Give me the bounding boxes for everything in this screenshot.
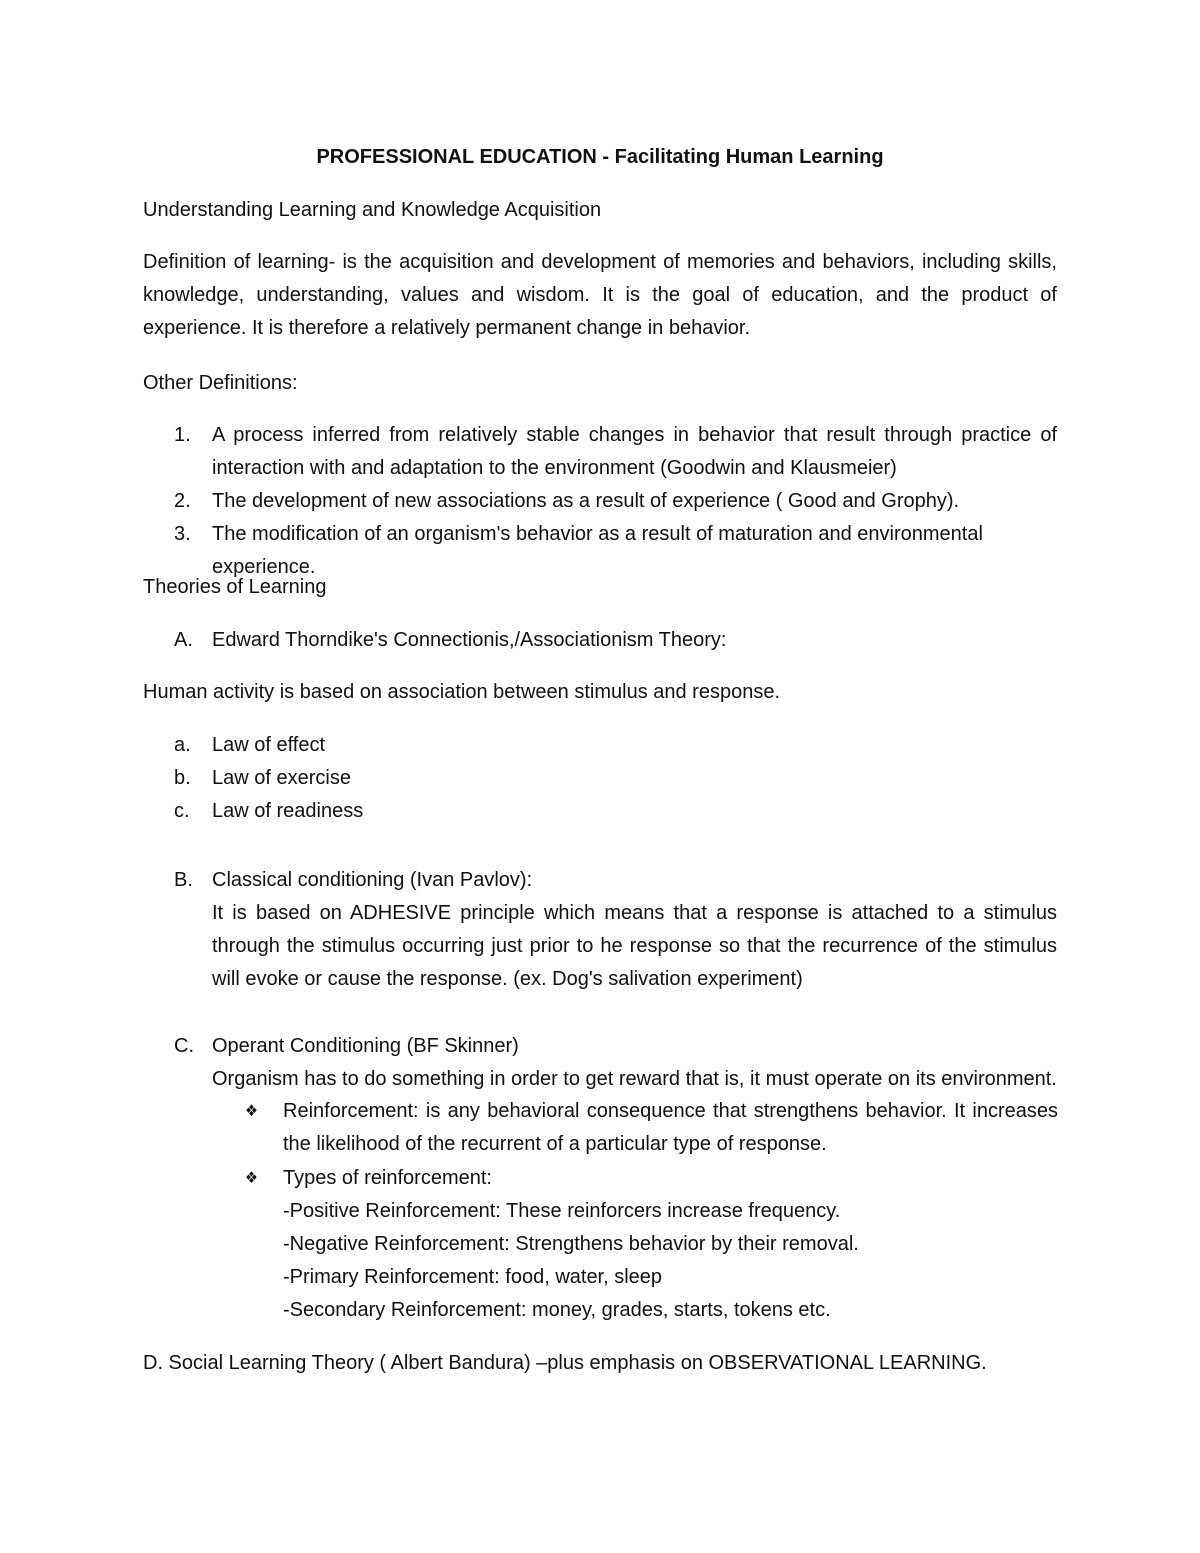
other-definition-1: A process inferred from relatively stable changes in behavior that result through practice of interaction with and adaptation to the environment (Goodwin and Klausmeier) — [212, 424, 1057, 479]
section-heading-understanding: Understanding Learning and Knowledge Acquisition — [143, 199, 602, 221]
theory-d-text: D. Social Learning Theory ( Albert Bandura) –plus emphasis on OBSERVATIONAL LEARNING. — [143, 1352, 987, 1374]
theories-heading: Theories of Learning — [143, 576, 327, 598]
secondary-reinforcement: -Secondary Reinforcement: money, grades, starts, tokens etc. — [283, 1299, 831, 1321]
law-marker-a: a. — [174, 734, 191, 756]
other-definition-3: The modification of an organism's behavior as a result of maturation and environmental experience. — [212, 523, 983, 578]
theory-a-marker: A. — [174, 629, 193, 651]
theory-a-title: Edward Thorndike's Connectionis,/Associationism Theory: — [212, 629, 727, 651]
primary-reinforcement: -Primary Reinforcement: food, water, sleep — [283, 1266, 663, 1288]
theory-b-marker: B. — [174, 869, 193, 891]
document-title: PROFESSIONAL EDUCATION - Facilitating Human Learning — [316, 146, 884, 168]
diamond-bullet-icon: ❖ — [245, 1103, 258, 1120]
types-of-reinforcement: Types of reinforcement: — [283, 1167, 492, 1189]
theory-b-description: It is based on ADHESIVE principle which means that a response is attached to a stimulus through the stimulus occurring just prior to he response so that the recurrence of the stimulus will evoke or cause the response. (ex. Dog's salivation experiment) — [212, 902, 1057, 990]
other-definition-2: The development of new associations as a result of experience ( Good and Grophy). — [212, 490, 960, 512]
law-marker-b: b. — [174, 767, 191, 789]
list-marker-3: 3. — [174, 523, 191, 545]
theory-b-title: Classical conditioning (Ivan Pavlov): — [212, 869, 533, 891]
theory-c-marker: C. — [174, 1035, 194, 1057]
negative-reinforcement: -Negative Reinforcement: Strengthens behavior by their removal. — [283, 1233, 859, 1255]
diamond-bullet-icon: ❖ — [245, 1170, 258, 1187]
reinforcement-definition: Reinforcement: is any behavioral consequence that strengthens behavior. It increases the likelihood of the recurrent of a particular type of response. — [283, 1100, 1058, 1155]
theory-c-description: Organism has to do something in order to get reward that is, it must operate on its environment. — [212, 1068, 1057, 1090]
law-of-effect: Law of effect — [212, 734, 326, 756]
list-marker-1: 1. — [174, 424, 191, 446]
list-marker-2: 2. — [174, 490, 191, 512]
law-of-exercise: Law of exercise — [212, 767, 351, 789]
definition-paragraph: Definition of learning- is the acquisition and development of memories and behaviors, including skills, knowledge, understanding, values and wisdom. It is the goal of education, and the product of experience. It is therefore a relatively permanent change in behavior. — [143, 251, 1057, 339]
theory-c-title: Operant Conditioning (BF Skinner) — [212, 1035, 519, 1057]
law-marker-c: c. — [174, 800, 190, 822]
human-activity-text: Human activity is based on association between stimulus and response. — [143, 681, 781, 703]
other-definitions-heading: Other Definitions: — [143, 372, 298, 394]
positive-reinforcement: -Positive Reinforcement: These reinforcers increase frequency. — [283, 1200, 841, 1222]
law-of-readiness: Law of readiness — [212, 800, 364, 822]
